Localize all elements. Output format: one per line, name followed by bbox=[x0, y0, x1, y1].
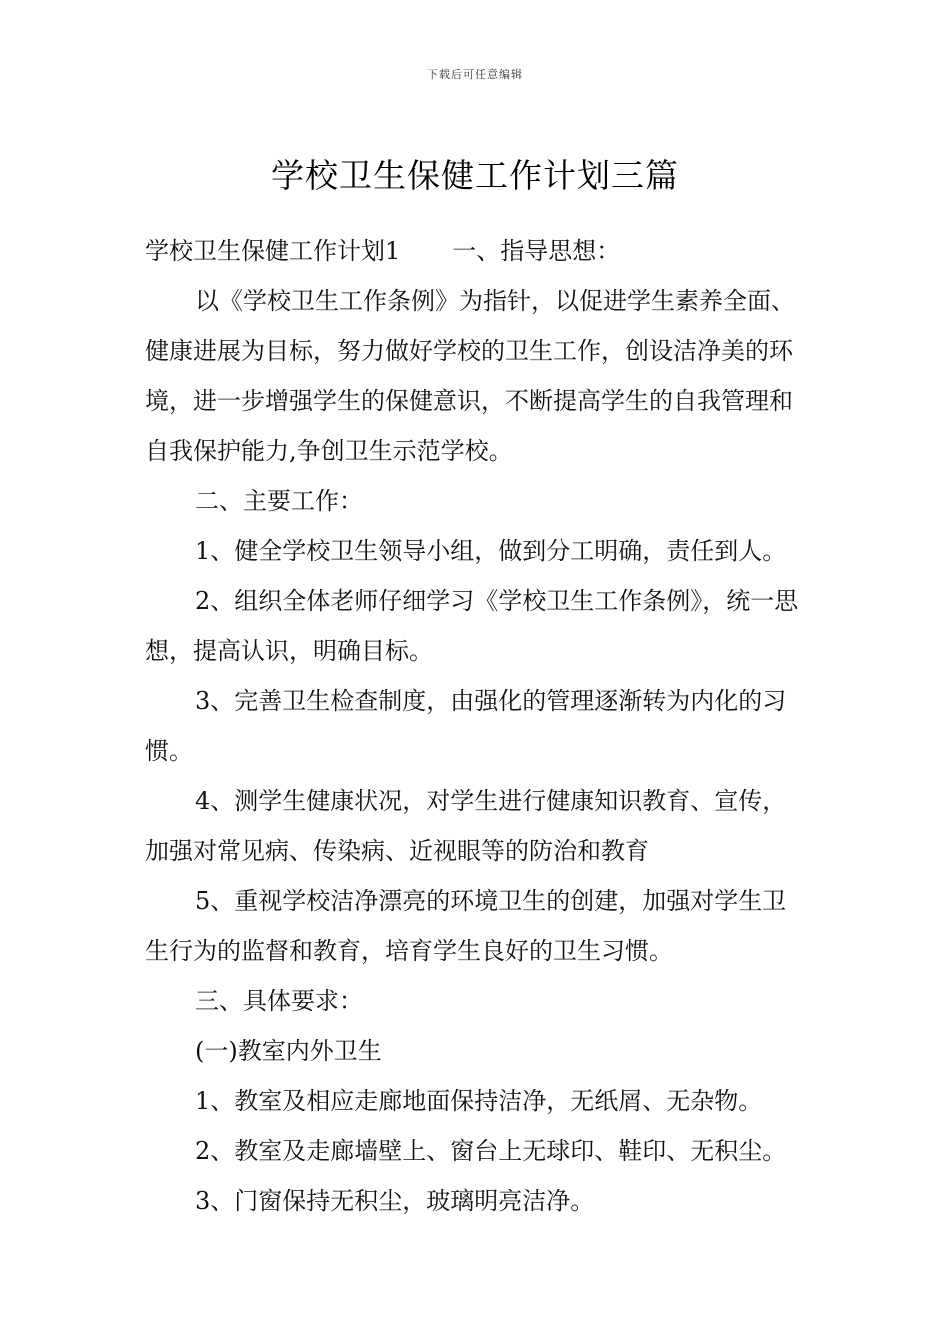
section-heading: 学校卫生保健工作计划1 bbox=[145, 237, 401, 265]
paragraph: 3、门窗保持无积尘，玻璃明亮洁净。 bbox=[195, 1187, 595, 1215]
document-title: 学校卫生保健工作计划三篇 bbox=[271, 156, 679, 196]
paragraph: 3、完善卫生检查制度，由强化的管理逐渐转为内化的习惯。 bbox=[145, 687, 787, 765]
paragraph: 2、教室及走廊墙壁上、窗台上无球印、鞋印、无积尘。 bbox=[195, 1137, 787, 1165]
paragraph: 二、主要工作： bbox=[195, 487, 363, 515]
section-heading-line bbox=[145, 226, 810, 276]
paragraph: 1、健全学校卫生领导小组，做到分工明确，责任到人。 bbox=[195, 537, 787, 565]
guiding-heading: 一、指导思想： bbox=[452, 237, 621, 265]
header-note: 下载后可任意编辑 bbox=[427, 68, 523, 81]
paragraph: 4、测学生健康状况，对学生进行健康知识教育、宣传，加强对常见病、传染病、近视眼等的防治和教育 bbox=[145, 787, 787, 865]
paragraph: 2、组织全体老师仔细学习《学校卫生工作条例》，统一思想，提高认识，明确目标。 bbox=[145, 587, 799, 665]
paragraph: 三、具体要求： bbox=[195, 987, 363, 1015]
paragraph: 1、教室及相应走廊地面保持洁净，无纸屑、无杂物。 bbox=[195, 1087, 763, 1115]
document-body bbox=[145, 226, 810, 1226]
paragraph: 5、重视学校洁净漂亮的环境卫生的创建，加强对学生卫生行为的监督和教育，培育学生良好的卫生习惯。 bbox=[145, 887, 787, 965]
paragraph: 以《学校卫生工作条例》为指针，以促进学生素养全面、健康进展为目标，努力做好学校的卫生工作，创设洁净美的环境，进一步增强学生的保健意识，不断提高学生的自我管理和自我保护能力,争创卫生示范学校。 bbox=[145, 287, 795, 465]
paragraph: (一)教室内外卫生 bbox=[195, 1037, 382, 1065]
